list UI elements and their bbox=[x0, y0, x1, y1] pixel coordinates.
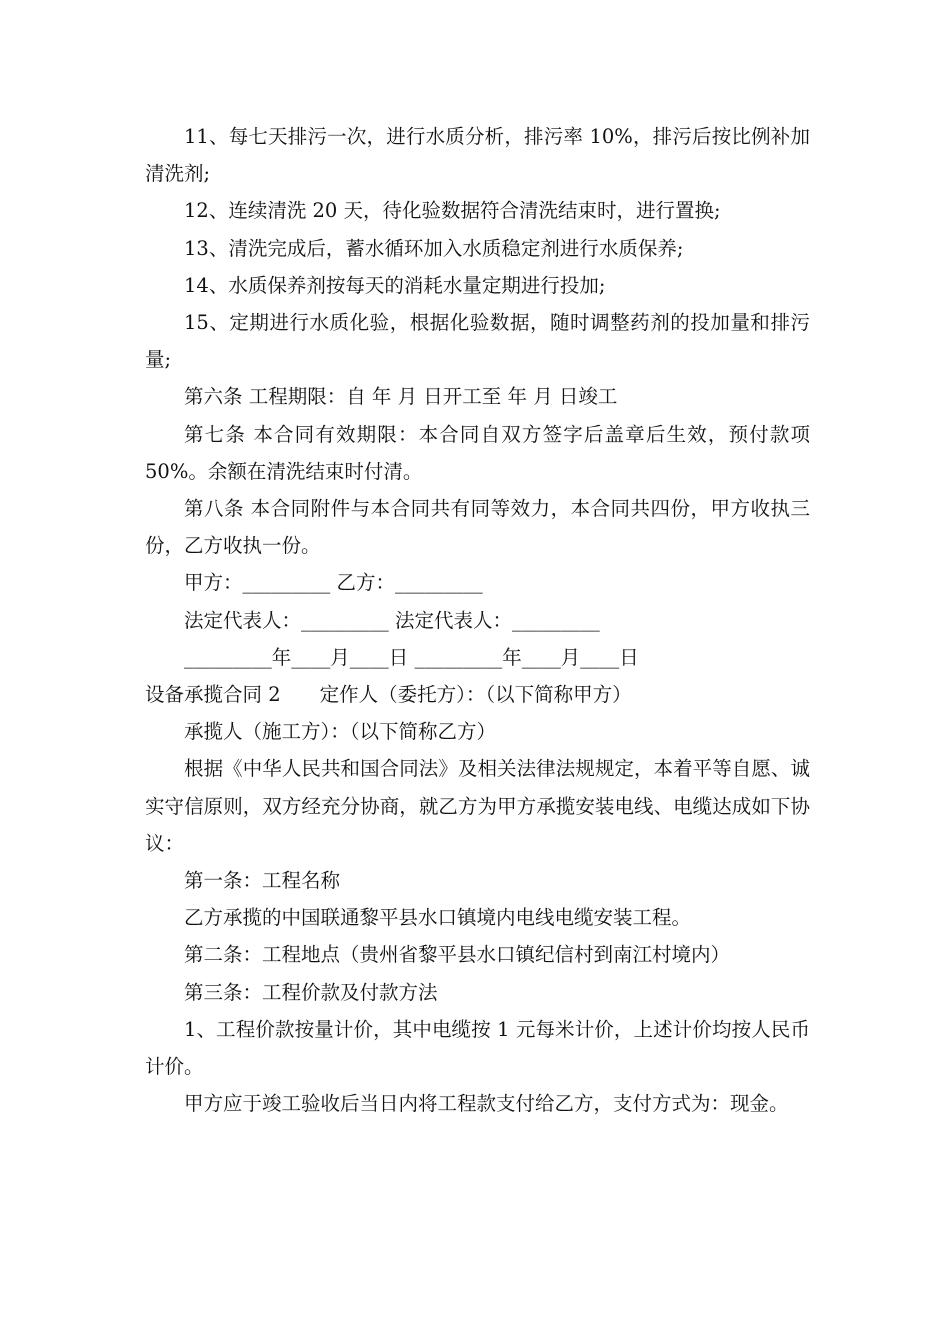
clause-11: 11、每七天排污一次，进行水质分析，排污率 10%，排污后按比例补加清洗剂; bbox=[145, 125, 810, 186]
clause-15: 15、定期进行水质化验，根据化验数据，随时调整药剂的投加量和排污量; bbox=[145, 311, 810, 372]
contract-2-heading: 设备承揽合同 2 定作人（委托方）：（以下简称甲方） bbox=[145, 683, 632, 707]
date-line: _________年____月____日 _________年____月____日 bbox=[184, 645, 639, 669]
document-page bbox=[145, 118, 810, 1122]
preamble: 根据《中华人民共和国合同法》及相关法律法规规定，本着平等自愿、诚实守信原则，双方经充分协商，就乙方为甲方承揽安装电线、电缆达成如下协议： bbox=[145, 757, 810, 855]
clause-14: 14、水质保养剂按每天的消耗水量定期进行投加; bbox=[184, 273, 606, 297]
article-6-term: 第六条 工程期限：自 年 月 日开工至 年 月 日竣工 bbox=[184, 385, 618, 409]
article-8-copies: 第八条 本合同附件与本合同共有同等效力，本合同共四份，甲方收执三份，乙方收执一份。 bbox=[145, 497, 810, 558]
project-name: 乙方承揽的中国联通黎平县水口镇境内电线电缆安装工程。 bbox=[184, 906, 692, 930]
clause-12: 12、连续清洗 20 天，待化验数据符合清洗结束时，进行置换; bbox=[184, 199, 721, 223]
article-7-validity: 第七条 本合同有效期限：本合同自双方签字后盖章后生效，预付款项 50%。余额在清洗结束时付清。 bbox=[145, 422, 810, 483]
legal-representative-line: 法定代表人：_________ 法定代表人：_________ bbox=[184, 608, 600, 632]
article-3-title: 第三条：工程价款及付款方法 bbox=[184, 980, 438, 1004]
contractor-line: 承揽人（施工方）：（以下简称乙方） bbox=[184, 720, 497, 744]
party-signature-line: 甲方：_________ 乙方：_________ bbox=[184, 571, 483, 595]
pricing-clause: 1、工程价款按量计价，其中电缆按 1 元每米计价，上述计价均按人民币计价。 bbox=[145, 1017, 810, 1079]
article-1-title: 第一条：工程名称 bbox=[184, 869, 341, 893]
clause-13: 13、清洗完成后，蓄水循环加入水质稳定剂进行水质保养; bbox=[184, 236, 684, 260]
article-2-location: 第二条：工程地点（贵州省黎平县水口镇纪信村到南江村境内） bbox=[184, 943, 731, 967]
payment-clause: 甲方应于竣工验收后当日内将工程款支付给乙方，支付方式为：现金。 bbox=[184, 1092, 789, 1116]
